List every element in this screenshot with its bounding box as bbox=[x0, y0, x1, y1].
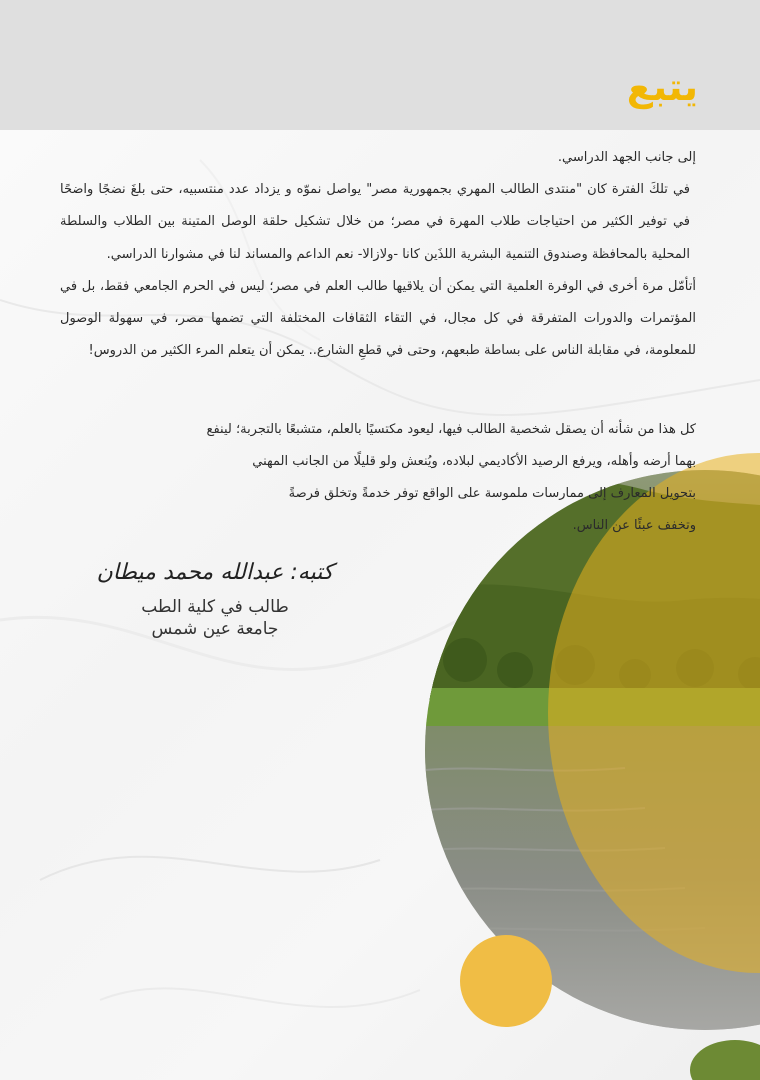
closing-line-2: بهما أرضه وأهله، ويرفع الرصيد الأكاديمي لبلاده، ويُنعش ولو قليلًا من الجانب المهني bbox=[252, 454, 696, 469]
closing-line-1: كل هذا من شأنه أن يصقل شخصية الطالب فيها، ليعود مكتسيًا بالعلم، متشبعًا بالتجربة؛ لينفع bbox=[206, 422, 696, 437]
article-body bbox=[60, 142, 696, 367]
author-role: طالب في كلية الطب bbox=[141, 597, 289, 617]
yellow-circle-small bbox=[460, 935, 552, 1027]
closing-line-4: وتخفف عبئًا عن الناس. bbox=[572, 518, 696, 533]
continued-title: يتبع bbox=[626, 65, 698, 109]
paragraph-2: في تلكَ الفترة كان "منتدى الطالب المهري بجمهورية مصر" يواصل نموّه و يزداد عدد منتسبيه، حتى بلغَ نضجًا واضحًا في توفير الكثير من احتياجات طلاب المهرة في مصر؛ من خلال تشكيل حلقة الوصل المتينة بين الطلاب والسلطة المحلية بالمحافظة وصندوق التنمية البشرية اللذَين كانا -ولازالا- نعم الداعم والمساند لنا في مشوارنا الدراسي. bbox=[60, 182, 690, 262]
author-university: جامعة عين شمس bbox=[151, 619, 279, 639]
paragraph-3: أتأمّل مرة أخرى في الوفرة العلمية التي يمكن أن يلاقيها طالب العلم في مصر؛ ليس في الحرم الجامعي فقط، بل في المؤتمرات والدورات المتفرقة في كل مجال، في التقاء الثقافات المختلفة التي تضمها مصر، في سهولة الوصول للمعلومة، في مقابلة الناس على بساطة طبعهم، وحتى في قطعِ الشارع.. يمكن أن يتعلم المرء الكثير من الدروس! bbox=[60, 278, 696, 359]
paragraph-1: إلى جانب الجهد الدراسي. bbox=[557, 150, 696, 165]
closing-line-3: بتحويل المعارف إلى ممارسات ملموسة على الواقع توفر خدمةً وتخلق فرصةً bbox=[288, 486, 696, 501]
author-block bbox=[70, 556, 360, 640]
grass-corner bbox=[690, 1040, 760, 1080]
author-signature: كتبه: عبدالله محمد ميطان bbox=[96, 560, 334, 585]
